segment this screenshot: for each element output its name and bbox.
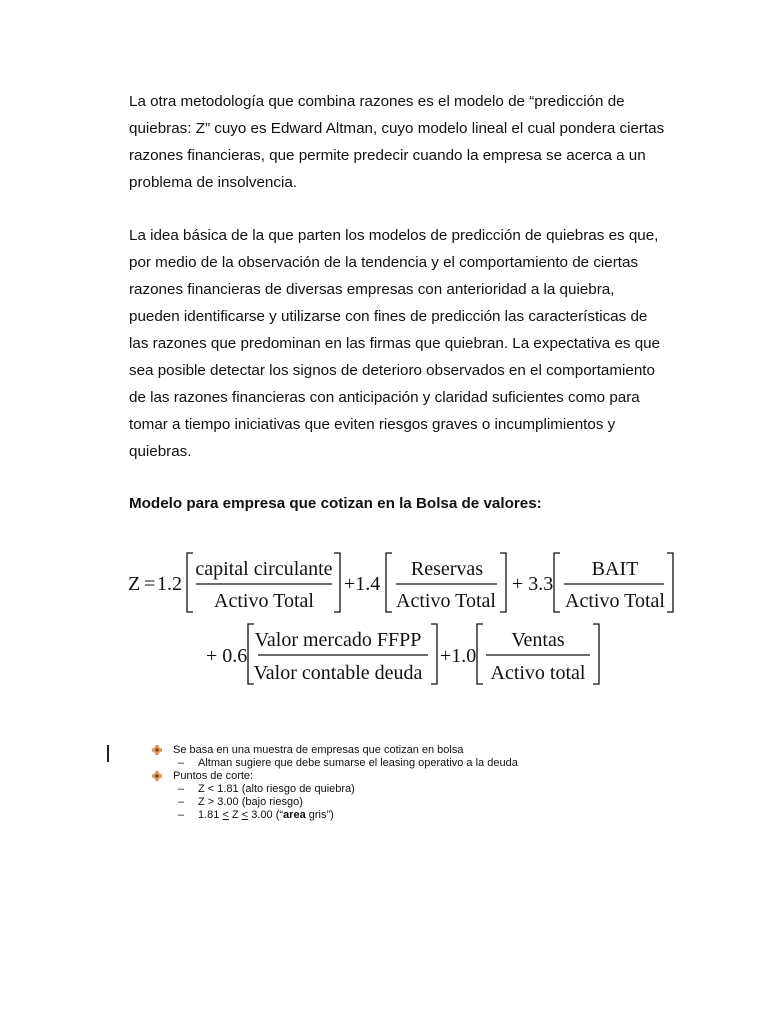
formula-den-3: Activo Total [565, 590, 665, 612]
text-line: pueden identificarse y utilizarse con fines de predicción las características de [129, 308, 648, 325]
text-fragment: gris”) [305, 809, 334, 821]
right-bracket [431, 624, 437, 684]
list-item-text: Se basa en una muestra de empresas que cotizan en bolsa [173, 744, 464, 756]
bullet-list [152, 744, 518, 822]
text-line: problema de insolvencia. [129, 174, 298, 191]
formula-num-2: Reservas [410, 558, 484, 580]
underlined-operator: < [241, 809, 249, 821]
text-fragment: 3.00 (“ [248, 809, 284, 821]
text-line: La idea básica de la que parten los modelos de predicción de quiebras es que, [129, 227, 659, 244]
formula-num-1: capital circulante [195, 558, 333, 580]
flower-bullet-icon [152, 745, 162, 755]
formula-den-2: Activo Total [396, 590, 496, 612]
list-subitem-text: Z < 1.81 (alto riesgo de quiebra) [198, 783, 355, 795]
text-line: de las razones financieras con anticipación y claridad suficientes como para [129, 389, 640, 406]
list-subitem-text [198, 809, 334, 821]
formula-den-4: Valor contable deuda [253, 662, 423, 684]
formula-equals: = [144, 573, 156, 595]
text-line: quiebras: Z” cuyo es Edward Altman, cuyo modelo lineal el cual pondera ciertas [129, 120, 665, 137]
text-line: La otra metodología que combina razones es el modelo de “predicción de [129, 93, 625, 110]
text-line: las razones que predominan en las firmas que quiebran. La expectativa es que [129, 335, 661, 352]
list-subitem-text: Altman sugiere que debe sumarse el leasing operativo a la deuda [198, 757, 518, 769]
text-line: tomar a tiempo iniciativas que eviten riesgos graves o incumplimientos y [129, 416, 616, 433]
text-line: quiebras. [129, 443, 192, 460]
text-line: razones financieras, que permite predecir cuando la empresa se acerca a un [129, 147, 646, 164]
list-subitem [152, 796, 518, 809]
formula-coef-4: + 0.6 [206, 645, 248, 667]
left-bracket [554, 553, 560, 612]
bold-text: area [283, 809, 306, 821]
list-subitem-text: Z > 3.00 (bajo riesgo) [198, 796, 303, 808]
text-line: razones financieras de diversas empresas con anterioridad a la quiebra, [129, 281, 615, 298]
underlined-operator: < [222, 809, 229, 821]
right-bracket [334, 553, 340, 612]
formula-den-5: Activo total [490, 662, 586, 684]
right-bracket [593, 624, 599, 684]
dash-marker: – [178, 783, 185, 795]
list-item-text: Puntos de corte: [173, 770, 254, 782]
dash-marker: – [178, 796, 185, 808]
z-score-formula [120, 545, 680, 690]
formula-den-1: Activo Total [214, 590, 314, 612]
right-bracket [500, 553, 506, 612]
list-subitem [152, 783, 518, 796]
formula-lhs: Z [128, 573, 141, 595]
list-subitem [152, 757, 518, 770]
formula-num-5: Ventas [511, 629, 565, 651]
list-item [152, 770, 518, 783]
text-line: por medio de la observación de la tendencia y el comportamiento de ciertas [129, 254, 639, 271]
list-subitem [152, 809, 518, 822]
left-bracket [187, 553, 193, 612]
text-fragment: 1.81 [198, 809, 223, 821]
formula-num-3: BAIT [591, 558, 639, 580]
section-heading: Modelo para empresa que cotizan en la Bolsa de valores: [129, 495, 542, 512]
dash-marker: – [178, 809, 185, 821]
flower-bullet-icon [152, 771, 162, 781]
formula-num-4: Valor mercado FFPP [254, 629, 422, 651]
formula-coef-5: +1.0 [440, 645, 477, 667]
formula-coef-3: + 3.3 [512, 573, 554, 595]
text-cursor [107, 745, 109, 762]
text-line: sea posible detectar los signos de deterioro observados en el comportamiento [129, 362, 655, 379]
right-bracket [667, 553, 673, 612]
paragraph-basic-idea [129, 222, 669, 465]
text-fragment: Z [228, 809, 242, 821]
dash-marker: – [178, 757, 185, 769]
left-bracket [386, 553, 392, 612]
formula-coef-1: 1.2 [157, 573, 182, 595]
left-bracket [477, 624, 483, 684]
paragraph-altman-intro [129, 88, 669, 196]
list-item [152, 744, 518, 757]
formula-coef-2: +1.4 [344, 573, 381, 595]
